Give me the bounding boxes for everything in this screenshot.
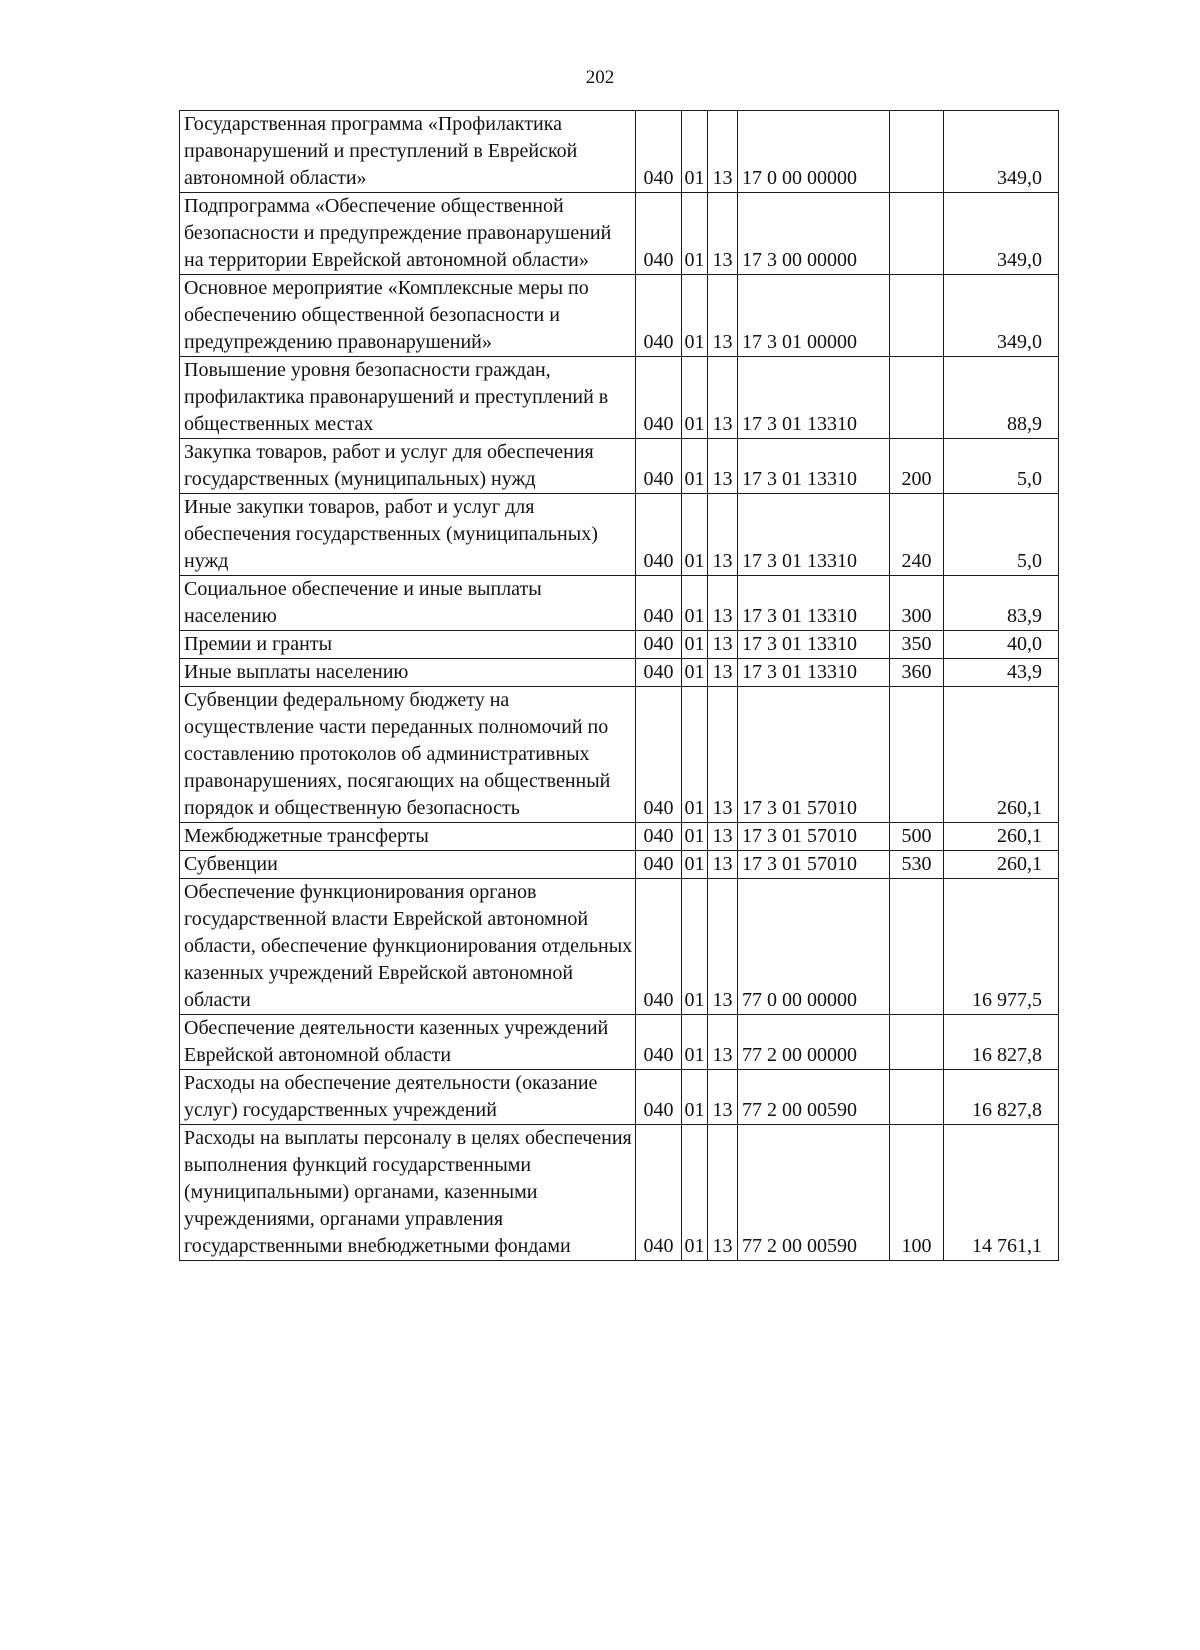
- target-article-code: 17 3 01 13310: [738, 494, 890, 576]
- subsection-code: 13: [708, 687, 738, 823]
- subsection-code: 13: [708, 1070, 738, 1125]
- ministry-code: 040: [636, 193, 682, 275]
- section-code: 01: [682, 1125, 708, 1261]
- amount: 16 827,8: [944, 1015, 1059, 1070]
- row-name: Премии и гранты: [180, 631, 636, 659]
- section-code: 01: [682, 275, 708, 357]
- amount: 43,9: [944, 659, 1059, 687]
- row-name: Расходы на выплаты персоналу в целях обеспечения выполнения функций государственными (муниципальными) органами, казенными учреждениями, органами управления государственными внебюджетными фондами: [180, 1125, 636, 1261]
- table-row: [180, 631, 1059, 659]
- ministry-code: 040: [636, 439, 682, 494]
- table-row: [180, 439, 1059, 494]
- section-code: 01: [682, 659, 708, 687]
- expense-type-code: 360: [890, 659, 944, 687]
- amount: 5,0: [944, 439, 1059, 494]
- amount: 14 761,1: [944, 1125, 1059, 1261]
- row-name: Расходы на обеспечение деятельности (оказание услуг) государственных учреждений: [180, 1070, 636, 1125]
- row-name: Основное мероприятие «Комплексные меры по обеспечению общественной безопасности и предупреждению правонарушений»: [180, 275, 636, 357]
- ministry-code: 040: [636, 631, 682, 659]
- amount: 83,9: [944, 576, 1059, 631]
- amount: 349,0: [944, 111, 1059, 193]
- expense-type-code: [890, 1015, 944, 1070]
- ministry-code: 040: [636, 1070, 682, 1125]
- section-code: 01: [682, 439, 708, 494]
- subsection-code: 13: [708, 193, 738, 275]
- row-name: Подпрограмма «Обеспечение общественной безопасности и предупреждение правонарушений на территории Еврейской автономной области»: [180, 193, 636, 275]
- ministry-code: 040: [636, 357, 682, 439]
- table-row: [180, 193, 1059, 275]
- subsection-code: 13: [708, 879, 738, 1015]
- amount: 40,0: [944, 631, 1059, 659]
- expense-type-code: 240: [890, 494, 944, 576]
- target-article-code: 17 3 01 13310: [738, 631, 890, 659]
- table-row: [180, 576, 1059, 631]
- amount: 16 977,5: [944, 879, 1059, 1015]
- target-article-code: 77 0 00 00000: [738, 879, 890, 1015]
- subsection-code: 13: [708, 1015, 738, 1070]
- row-name: Государственная программа «Профилактика правонарушений и преступлений в Еврейской автономной области»: [180, 111, 636, 193]
- row-name: Повышение уровня безопасности граждан, профилактика правонарушений и преступлений в общественных местах: [180, 357, 636, 439]
- section-code: 01: [682, 357, 708, 439]
- amount: 349,0: [944, 193, 1059, 275]
- expense-type-code: 500: [890, 823, 944, 851]
- target-article-code: 17 3 01 00000: [738, 275, 890, 357]
- expense-type-code: [890, 687, 944, 823]
- section-code: 01: [682, 631, 708, 659]
- amount: 349,0: [944, 275, 1059, 357]
- table-row: [180, 275, 1059, 357]
- row-name: Субвенции: [180, 851, 636, 879]
- row-name: Обеспечение функционирования органов государственной власти Еврейской автономной области, обеспечение функционирования отдельных казенных учреждений Еврейской автономной области: [180, 879, 636, 1015]
- table-row: [180, 687, 1059, 823]
- subsection-code: 13: [708, 494, 738, 576]
- subsection-code: 13: [708, 631, 738, 659]
- ministry-code: 040: [636, 823, 682, 851]
- ministry-code: 040: [636, 1015, 682, 1070]
- target-article-code: 17 3 01 13310: [738, 439, 890, 494]
- ministry-code: 040: [636, 1125, 682, 1261]
- table-row: [180, 851, 1059, 879]
- ministry-code: 040: [636, 879, 682, 1015]
- table-row: [180, 1015, 1059, 1070]
- table-row: [180, 357, 1059, 439]
- ministry-code: 040: [636, 687, 682, 823]
- table-row: [180, 659, 1059, 687]
- subsection-code: 13: [708, 576, 738, 631]
- section-code: 01: [682, 851, 708, 879]
- expense-type-code: [890, 111, 944, 193]
- row-name: Иные закупки товаров, работ и услуг для обеспечения государственных (муниципальных) нужд: [180, 494, 636, 576]
- budget-table: [179, 110, 1059, 1261]
- section-code: 01: [682, 823, 708, 851]
- subsection-code: 13: [708, 851, 738, 879]
- amount: 88,9: [944, 357, 1059, 439]
- subsection-code: 13: [708, 1125, 738, 1261]
- target-article-code: 17 3 01 57010: [738, 851, 890, 879]
- expense-type-code: 530: [890, 851, 944, 879]
- amount: 5,0: [944, 494, 1059, 576]
- expense-type-code: [890, 357, 944, 439]
- amount: 260,1: [944, 851, 1059, 879]
- row-name: Социальное обеспечение и иные выплаты населению: [180, 576, 636, 631]
- ministry-code: 040: [636, 576, 682, 631]
- table-row: [180, 1125, 1059, 1261]
- expense-type-code: [890, 879, 944, 1015]
- row-name: Закупка товаров, работ и услуг для обеспечения государственных (муниципальных) нужд: [180, 439, 636, 494]
- expense-type-code: [890, 1070, 944, 1125]
- ministry-code: 040: [636, 275, 682, 357]
- target-article-code: 17 0 00 00000: [738, 111, 890, 193]
- ministry-code: 040: [636, 659, 682, 687]
- subsection-code: 13: [708, 275, 738, 357]
- target-article-code: 17 3 01 13310: [738, 357, 890, 439]
- expense-type-code: 100: [890, 1125, 944, 1261]
- ministry-code: 040: [636, 111, 682, 193]
- section-code: 01: [682, 687, 708, 823]
- row-name: Межбюджетные трансферты: [180, 823, 636, 851]
- table-row: [180, 111, 1059, 193]
- ministry-code: 040: [636, 851, 682, 879]
- target-article-code: 17 3 01 57010: [738, 687, 890, 823]
- section-code: 01: [682, 494, 708, 576]
- expense-type-code: 200: [890, 439, 944, 494]
- section-code: 01: [682, 1070, 708, 1125]
- subsection-code: 13: [708, 111, 738, 193]
- table-row: [180, 494, 1059, 576]
- table-row: [180, 1070, 1059, 1125]
- subsection-code: 13: [708, 357, 738, 439]
- target-article-code: 77 2 00 00590: [738, 1125, 890, 1261]
- page-number: 202: [585, 67, 615, 88]
- expense-type-code: 300: [890, 576, 944, 631]
- expense-type-code: [890, 275, 944, 357]
- row-name: Обеспечение деятельности казенных учреждений Еврейской автономной области: [180, 1015, 636, 1070]
- amount: 260,1: [944, 823, 1059, 851]
- target-article-code: 17 3 01 13310: [738, 576, 890, 631]
- budget-table-body: [180, 111, 1059, 1261]
- target-article-code: 77 2 00 00000: [738, 1015, 890, 1070]
- section-code: 01: [682, 576, 708, 631]
- subsection-code: 13: [708, 439, 738, 494]
- section-code: 01: [682, 879, 708, 1015]
- table-row: [180, 879, 1059, 1015]
- row-name: Субвенции федеральному бюджету на осуществление части переданных полномочий по составлению протоколов об административных правонарушениях, посягающих на общественный порядок и общественную безопасность: [180, 687, 636, 823]
- section-code: 01: [682, 193, 708, 275]
- amount: 16 827,8: [944, 1070, 1059, 1125]
- expense-type-code: [890, 193, 944, 275]
- subsection-code: 13: [708, 823, 738, 851]
- subsection-code: 13: [708, 659, 738, 687]
- target-article-code: 17 3 01 13310: [738, 659, 890, 687]
- expense-type-code: 350: [890, 631, 944, 659]
- amount: 260,1: [944, 687, 1059, 823]
- section-code: 01: [682, 1015, 708, 1070]
- target-article-code: 17 3 01 57010: [738, 823, 890, 851]
- target-article-code: 17 3 00 00000: [738, 193, 890, 275]
- row-name: Иные выплаты населению: [180, 659, 636, 687]
- section-code: 01: [682, 111, 708, 193]
- table-row: [180, 823, 1059, 851]
- ministry-code: 040: [636, 494, 682, 576]
- target-article-code: 77 2 00 00590: [738, 1070, 890, 1125]
